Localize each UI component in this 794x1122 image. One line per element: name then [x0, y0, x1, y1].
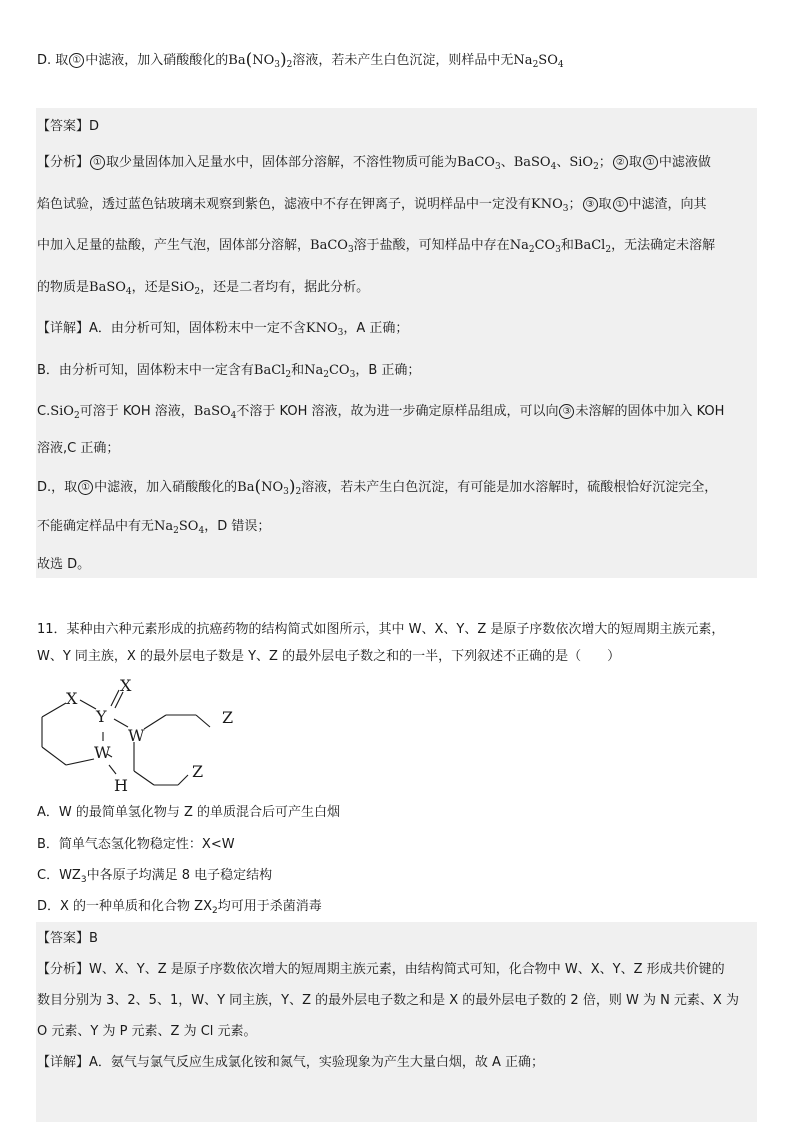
atom-z-lower: Z: [192, 762, 204, 781]
atom-w-ring: W: [94, 743, 111, 762]
atom-x-ring: X: [66, 689, 78, 708]
atom-w-right: W: [128, 726, 145, 745]
q10-detail-end: 故选 D。: [37, 557, 91, 572]
q10-detail-a: 【详解】A．由分析可知，固体粉末中一定不含$KNO_3$，A 正确；: [37, 321, 409, 338]
q10-detail-c-line2: 溶液,C 正确；: [37, 441, 120, 456]
q10-analysis-line3: 中加入足量的盐酸，产生气泡，固体部分溶解，BaCO$_3$溶于盐酸，可知样品中存在$Na_2CO_3$和BaCl$_2$，无法确定未溶解: [37, 238, 716, 255]
atom-z-upper: Z: [222, 708, 234, 727]
q10-option-d: D. 取 ① 中滤液，加入硝酸酸化的$Ba(NO_3)_2$溶液，若未产生白色沉淀，则样品中无$Na_2SO_4$: [37, 50, 564, 70]
q10-detail-d-line1: D.，取 ① 中滤液，加入硝酸酸化的$Ba(NO_3)_2$溶液，若未产生白色沉淀，有可能是加水溶解时，硫酸根恰好沉淀完全，: [37, 477, 718, 497]
q10-analysis-line4: 的物质是BaSO$_4$，还是SiO$_2$，还是二者均有，据此分析。: [37, 280, 370, 297]
circled-1: ①: [69, 53, 84, 68]
q11-analysis-line1: 【分析】W、X、Y、Z 是原子序数依次增大的短周期主族元素，由结构简式可知，化合物中 W、X、Y、Z 形成共价键的: [37, 962, 725, 977]
q10-analysis-line2: 焰色试验，透过蓝色钴玻璃未观察到紫色，滤液中不存在钾离子，说明样品中一定没有$KNO_3$； ③ 取 ① 中滤渣，向其: [37, 197, 707, 214]
q10-detail-b: B．由分析可知，固体粉末中一定含有BaCl$_2$和$Na_2CO_3$，B 正确；: [37, 363, 421, 380]
q11-option-c: C．$WZ_3$中各原子均满足 8 电子稳定结构: [37, 868, 273, 885]
q11-solution-box: [36, 922, 757, 1122]
q10-detail-c-line1: C.SiO$_2$可溶于 KOH 溶液，BaSO$_4$不溶于 KOH 溶液，故为进一步确定原样品组成，可以向 ③ 未溶解的固体中加入 KOH: [37, 404, 725, 421]
q11-analysis-line2: 数目分别为 3、2、5、1，W、Y 同主族，Y、Z 的最外层电子数之和是 X 的最外层电子数的 2 倍，则 W 为 N 元素、X 为: [37, 993, 739, 1008]
structure-diagram: [36, 675, 256, 795]
q10-answer: 【答案】D: [37, 119, 100, 134]
q11-detail-a: 【详解】A．氨气与氯气反应生成氯化铵和氮气，实验现象为产生大量白烟，故 A 正确；: [37, 1055, 545, 1070]
q11-option-a: A．W 的最简单氢化物与 Z 的单质混合后可产生白烟: [37, 805, 341, 820]
q11-stem-line2: W、Y 同主族，X 的最外层电子数是 Y、Z 的最外层电子数之和的一半，下列叙述不正确的是（ ）: [37, 649, 621, 664]
q10-detail-d-line2: 不能确定样品中有无$Na_2SO_4$，D 错误；: [37, 519, 271, 536]
q11-option-d: D．X 的一种单质和化合物 $ZX_2$均可用于杀菌消毒: [37, 899, 322, 916]
q10-analysis-line1: 【分析】 ① 取少量固体加入足量水中，固体部分溶解，不溶性物质可能为BaCO$_3$、BaSO$_4$、SiO$_2$； ② 取 ① 中滤液做: [37, 155, 711, 172]
q11-analysis-line3: O 元素、Y 为 P 元素、Z 为 Cl 元素。: [37, 1024, 257, 1039]
q10-solution-box: [36, 108, 757, 578]
q11-stem-line1: 11．某种由六种元素形成的抗癌药物的结构简式如图所示，其中 W、X、Y、Z 是原子序数依次增大的短周期主族元素，: [37, 622, 725, 637]
atom-y: Y: [96, 707, 107, 726]
q11-answer: 【答案】B: [37, 931, 98, 946]
q11-option-b: B．简单气态氢化物稳定性：X<W: [37, 837, 235, 852]
atom-x-double: X: [120, 676, 132, 695]
atom-h: H: [114, 776, 128, 795]
